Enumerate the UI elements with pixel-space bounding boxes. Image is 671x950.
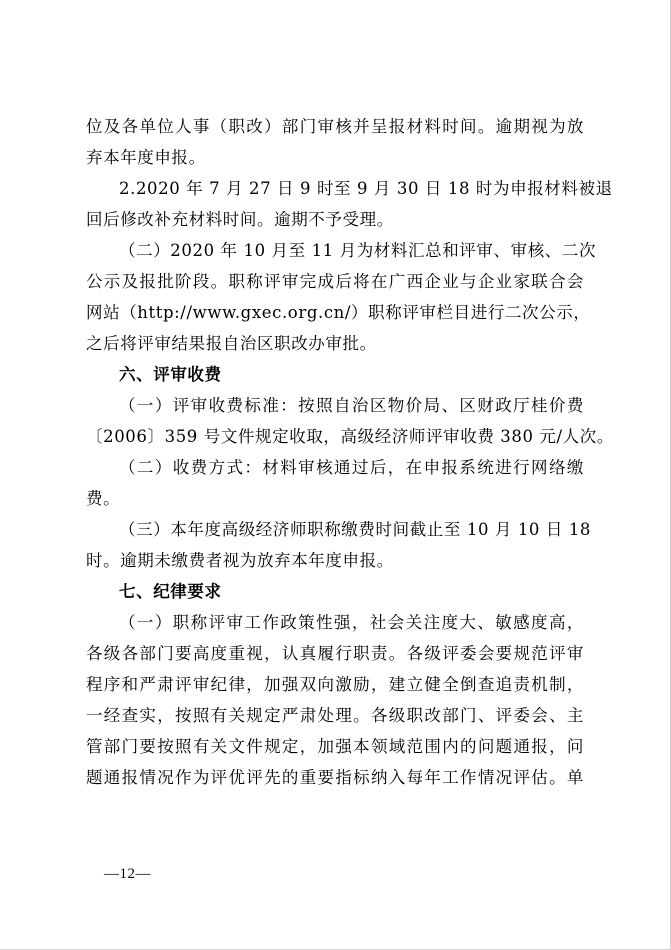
body-line: 题通报情况作为评优评先的重要指标纳入每年工作情况评估。单 bbox=[86, 768, 584, 787]
body-line: （二）2020 年 10 月至 11 月为材料汇总和评审、审核、二次 bbox=[119, 241, 597, 260]
body-line: （三）本年度高级经济师职称缴费时间截止至 10 月 10 日 18 bbox=[119, 520, 592, 539]
body-line: （一）职称评审工作政策性强，社会关注度大、敏感度高， bbox=[119, 613, 584, 632]
body-line: 一经查实，按照有关规定严肃处理。各级职改部门、评委会、主 bbox=[86, 706, 584, 725]
body-line: （二）收费方式：材料审核通过后，在申报系统进行网络缴 bbox=[119, 458, 584, 477]
body-line: 2.2020 年 7 月 27 日 9 时至 9 月 30 日 18 时为申报材料被退 bbox=[119, 179, 613, 198]
body-line: 〔2006〕359 号文件规定收取，高级经济师评审收费 380 元/人次。 bbox=[86, 427, 614, 446]
section-heading-discipline: 七、纪律要求 bbox=[119, 582, 222, 601]
page-number: —12— bbox=[104, 866, 151, 882]
body-line: 位及各单位人事（职改）部门审核并呈报材料时间。逾期视为放 bbox=[86, 117, 584, 136]
body-line: 网站（http://www.gxec.org.cn/）职称评审栏目进行二次公示， bbox=[86, 303, 591, 322]
body-line: 各级各部门要高度重视，认真履行职责。各级评委会要规范评审 bbox=[86, 644, 584, 663]
body-line: 公示及报批阶段。职称评审完成后将在广西企业与企业家联合会 bbox=[86, 272, 584, 291]
document-body bbox=[86, 111, 614, 793]
body-line: 时。逾期未缴费者视为放弃本年度申报。 bbox=[86, 551, 394, 570]
body-line: 之后将评审结果报自治区职改办审批。 bbox=[86, 334, 377, 353]
body-line: 回后修改补充材料时间。逾期不予受理。 bbox=[86, 210, 394, 229]
section-heading-fee: 六、评审收费 bbox=[119, 365, 222, 384]
body-line: 弃本年度申报。 bbox=[86, 148, 206, 167]
body-line: （一）评审收费标准：按照自治区物价局、区财政厅桂价费 bbox=[119, 396, 584, 415]
body-line: 程序和严肃评审纪律，加强双向激励，建立健全倒查追责机制， bbox=[86, 675, 584, 694]
body-line: 费。 bbox=[86, 489, 121, 508]
body-line: 管部门要按照有关文件规定，加强本领域范围内的问题通报，问 bbox=[86, 737, 584, 756]
